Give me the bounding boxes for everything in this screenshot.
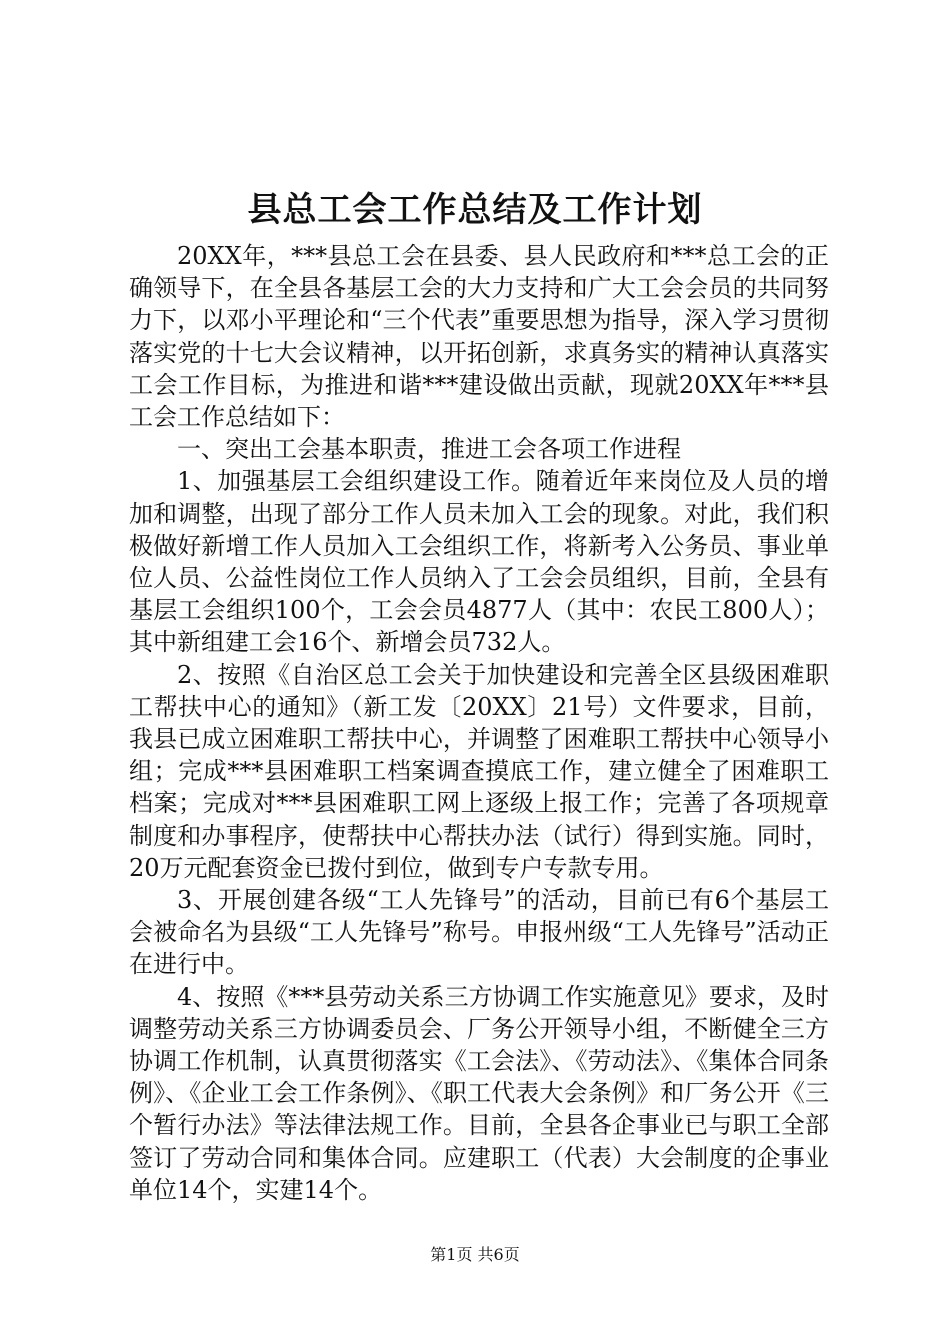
- paragraph-item-2: 2、按照《自治区总工会关于加快建设和完善全区县级困难职工帮扶中心的通知》（新工发〔20XX〕21号）文件要求，目前，我县已成立困难职工帮扶中心，并调整了困难职工帮扶中心领导小组；完成***县困难职工档案调查摸底工作，建立健全了困难职工档案；完成对***县困难职工网上逐级上报工作；完善了各项规章制度和办事程序，使帮扶中心帮扶办法（试行）得到实施。同时，20万元配套资金已拨付到位，做到专户专款专用。: [129, 660, 829, 882]
- paragraph-intro: 20XX年，***县总工会在县委、县人民政府和***总工会的正确领导下，在全县各基层工会的大力支持和广大工会会员的共同努力下，以邓小平理论和“三个代表”重要思想为指导，深入学习贯彻落实党的十七大会议精神，以开拓创新，求真务实的精神认真落实工会工作目标，为推进和谐***建设做出贡献，现就20XX年***县工会工作总结如下：: [129, 242, 829, 432]
- paragraph-item-1: 1、加强基层工会组织建设工作。随着近年来岗位及人员的增加和调整，出现了部分工作人员未加入工会的现象。对此，我们积极做好新增工作人员加入工会组织工作，将新考入公务员、事业单位人员、公益性岗位工作人员纳入了工会会员组织，目前，全县有基层工会组织100个，工会会员4877人（其中：农民工800人）；其中新组建工会16个、新增会员732人。: [129, 467, 829, 657]
- page-footer: 第1页 共6页: [430, 1245, 520, 1264]
- document-body: [129, 240, 829, 1206]
- paragraph-item-3: 3、开展创建各级“工人先锋号”的活动，目前已有6个基层工会被命名为县级“工人先锋号”称号。申报州级“工人先锋号”活动正在进行中。: [129, 886, 829, 979]
- paragraph-section-heading: 一、突出工会基本职责，推进工会各项工作进程: [177, 435, 681, 464]
- paragraph-item-4: 4、按照《***县劳动关系三方协调工作实施意见》要求，及时调整劳动关系三方协调委员会、厂务公开领导小组，不断健全三方协调工作机制，认真贯彻落实《工会法》、《劳动法》、《集体合同条例》、《企业工会工作条例》、《职工代表大会条例》和厂务公开《三个暂行办法》等法律法规工作。目前，全县各企事业已与职工全部签订了劳动合同和集体合同。应建职工（代表）大会制度的企事业单位14个，实建14个。: [129, 982, 829, 1204]
- document-title: 县总工会工作总结及工作计划: [247, 190, 703, 230]
